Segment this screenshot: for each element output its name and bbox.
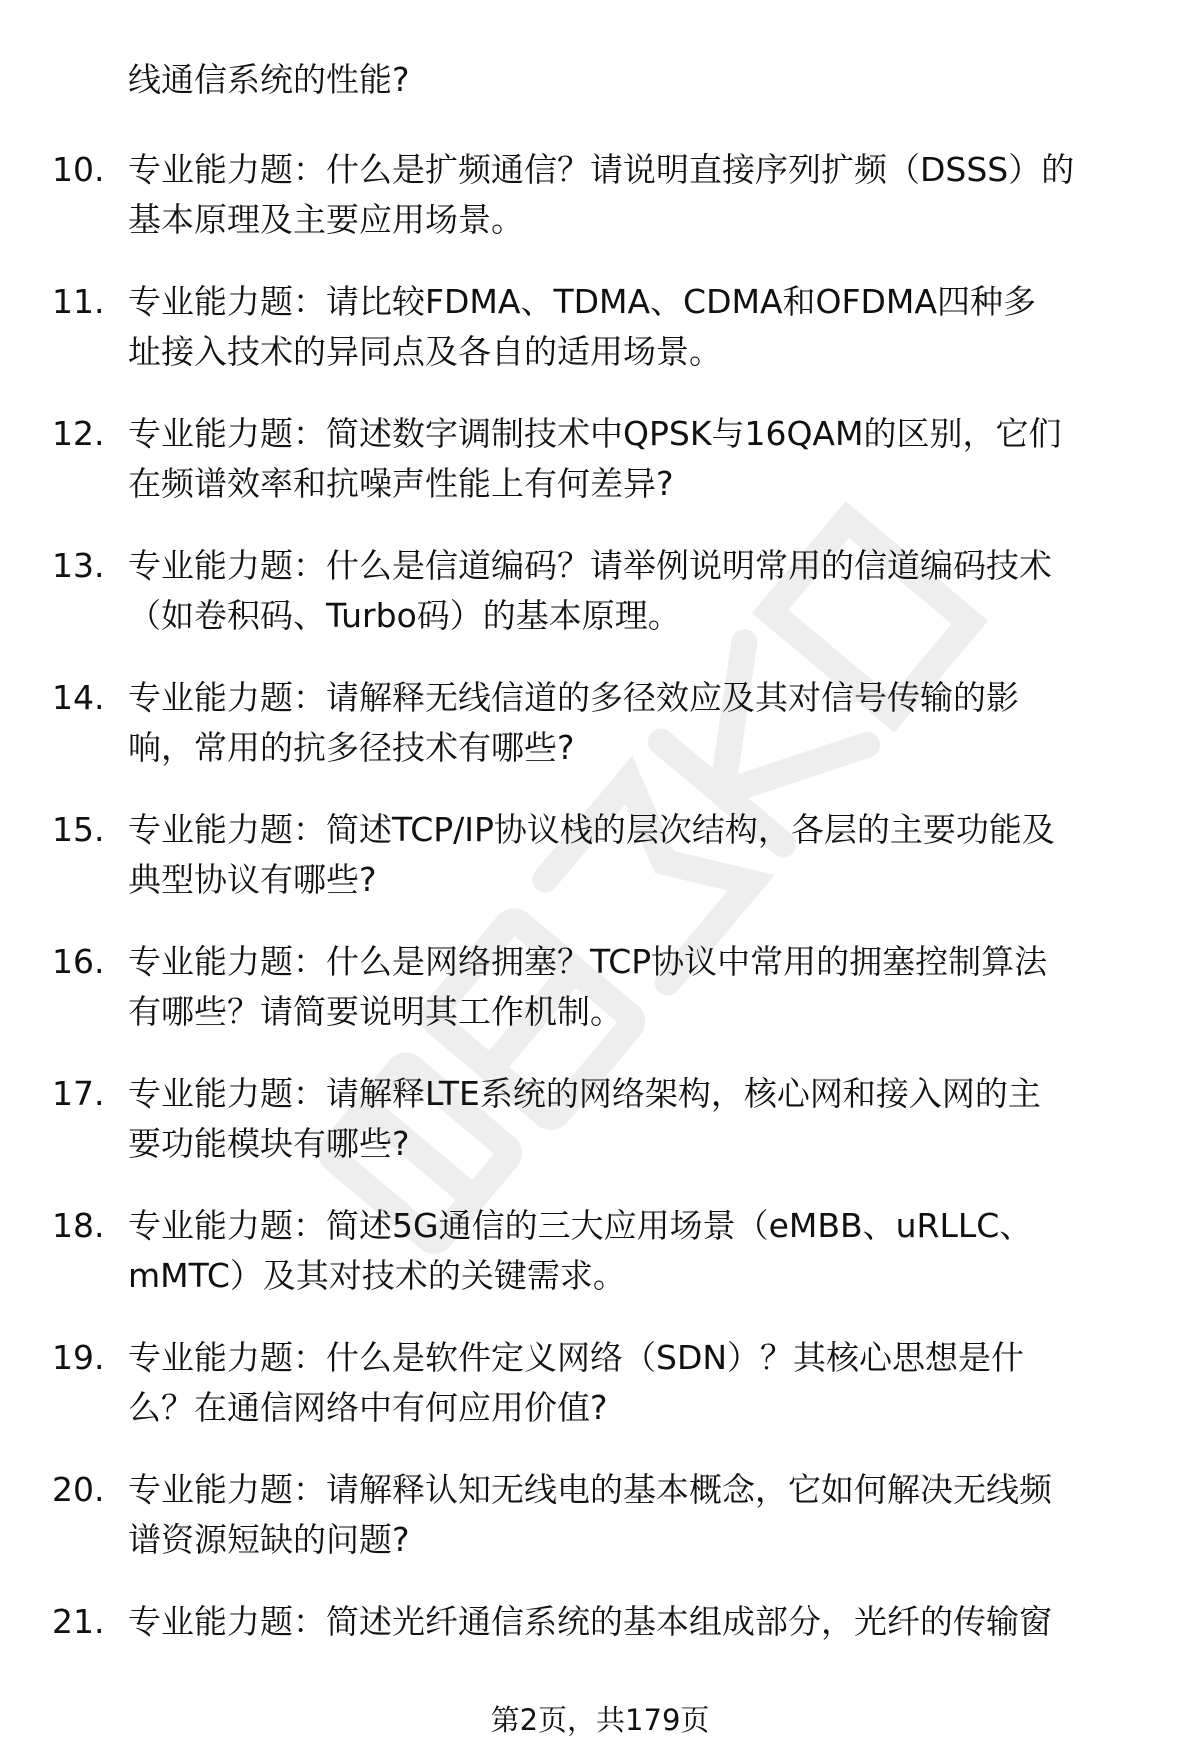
question-text — [128, 937, 1158, 1037]
question-text-line: 典型协议有哪些? — [128, 860, 377, 899]
question-item — [0, 1069, 1200, 1201]
continued-question-text: 线通信系统的性能? — [128, 60, 410, 99]
question-text-line: 专业能力题：简述光纤通信系统的基本组成部分，光纤的传输窗 — [128, 1602, 1052, 1641]
question-text — [128, 1201, 1158, 1301]
question-item — [0, 1465, 1200, 1597]
question-number: 14. — [52, 678, 105, 717]
question-number: 16. — [52, 942, 105, 981]
question-text-line: 有哪些？请简要说明其工作机制。 — [128, 992, 623, 1031]
question-text-line: 专业能力题：什么是网络拥塞？TCP协议中常用的拥塞控制算法 — [128, 942, 1048, 981]
question-item — [0, 277, 1200, 409]
question-text-line: 专业能力题：请解释无线信道的多径效应及其对信号传输的影 — [128, 678, 1019, 717]
question-text-line: 专业能力题：请解释LTE系统的网络架构，核心网和接入网的主 — [128, 1074, 1041, 1113]
question-text-line: 响，常用的抗多径技术有哪些? — [128, 728, 575, 767]
question-text — [128, 805, 1158, 905]
question-item — [0, 937, 1200, 1069]
question-text — [128, 1069, 1158, 1169]
question-text — [128, 1333, 1158, 1433]
question-text-line: 专业能力题：简述TCP/IP协议栈的层次结构，各层的主要功能及 — [128, 810, 1055, 849]
question-text-line: 专业能力题：什么是软件定义网络（SDN）？其核心思想是什 — [128, 1338, 1025, 1377]
question-text — [128, 1465, 1158, 1565]
question-number: 11. — [52, 282, 105, 321]
question-text-line: 址接入技术的异同点及各自的适用场景。 — [128, 332, 722, 371]
question-number: 21. — [52, 1602, 105, 1641]
question-text-line: mMTC）及其对技术的关键需求。 — [128, 1256, 626, 1295]
question-item — [0, 805, 1200, 937]
question-text — [128, 145, 1158, 245]
question-item — [0, 145, 1200, 277]
question-number: 19. — [52, 1338, 105, 1377]
question-text-line: 谱资源短缺的问题? — [128, 1520, 410, 1559]
question-text — [128, 409, 1158, 509]
question-text-line: （如卷积码、Turbo码）的基本原理。 — [128, 596, 681, 635]
question-text-line: 在频谱效率和抗噪声性能上有何差异? — [128, 464, 674, 503]
question-number: 12. — [52, 414, 105, 453]
page-footer: 第2页，共179页 — [490, 1703, 710, 1737]
question-number: 10. — [52, 150, 105, 189]
question-text-line: 专业能力题：简述数字调制技术中QPSK与16QAM的区别，它们 — [128, 414, 1062, 453]
question-text-line: 专业能力题：简述5G通信的三大应用场景（eMBB、uRLLC、 — [128, 1206, 1033, 1245]
question-item — [0, 1333, 1200, 1465]
question-text-line: 专业能力题：什么是信道编码？请举例说明常用的信道编码技术 — [128, 546, 1052, 585]
question-text-line: 专业能力题：请比较FDMA、TDMA、CDMA和OFDMA四种多 — [128, 282, 1036, 321]
question-number: 18. — [52, 1206, 105, 1245]
question-number: 17. — [52, 1074, 105, 1113]
question-text — [128, 277, 1158, 377]
question-text-line: 基本原理及主要应用场景。 — [128, 200, 524, 239]
question-item — [0, 1201, 1200, 1333]
question-text-line: 么？在通信网络中有何应用价值? — [128, 1388, 608, 1427]
question-item — [0, 541, 1200, 673]
question-number: 13. — [52, 546, 105, 585]
question-item — [0, 673, 1200, 805]
question-text-line: 要功能模块有哪些? — [128, 1124, 410, 1163]
question-list — [0, 145, 1200, 1729]
question-item — [0, 409, 1200, 541]
question-number: 20. — [52, 1470, 105, 1509]
question-text-line: 专业能力题：请解释认知无线电的基本概念，它如何解决无线频 — [128, 1470, 1052, 1509]
question-text — [128, 673, 1158, 773]
question-text-line: 专业能力题：什么是扩频通信？请说明直接序列扩频（DSSS）的 — [128, 150, 1075, 189]
question-text — [128, 1597, 1158, 1647]
question-number: 15. — [52, 810, 105, 849]
question-text — [128, 541, 1158, 641]
